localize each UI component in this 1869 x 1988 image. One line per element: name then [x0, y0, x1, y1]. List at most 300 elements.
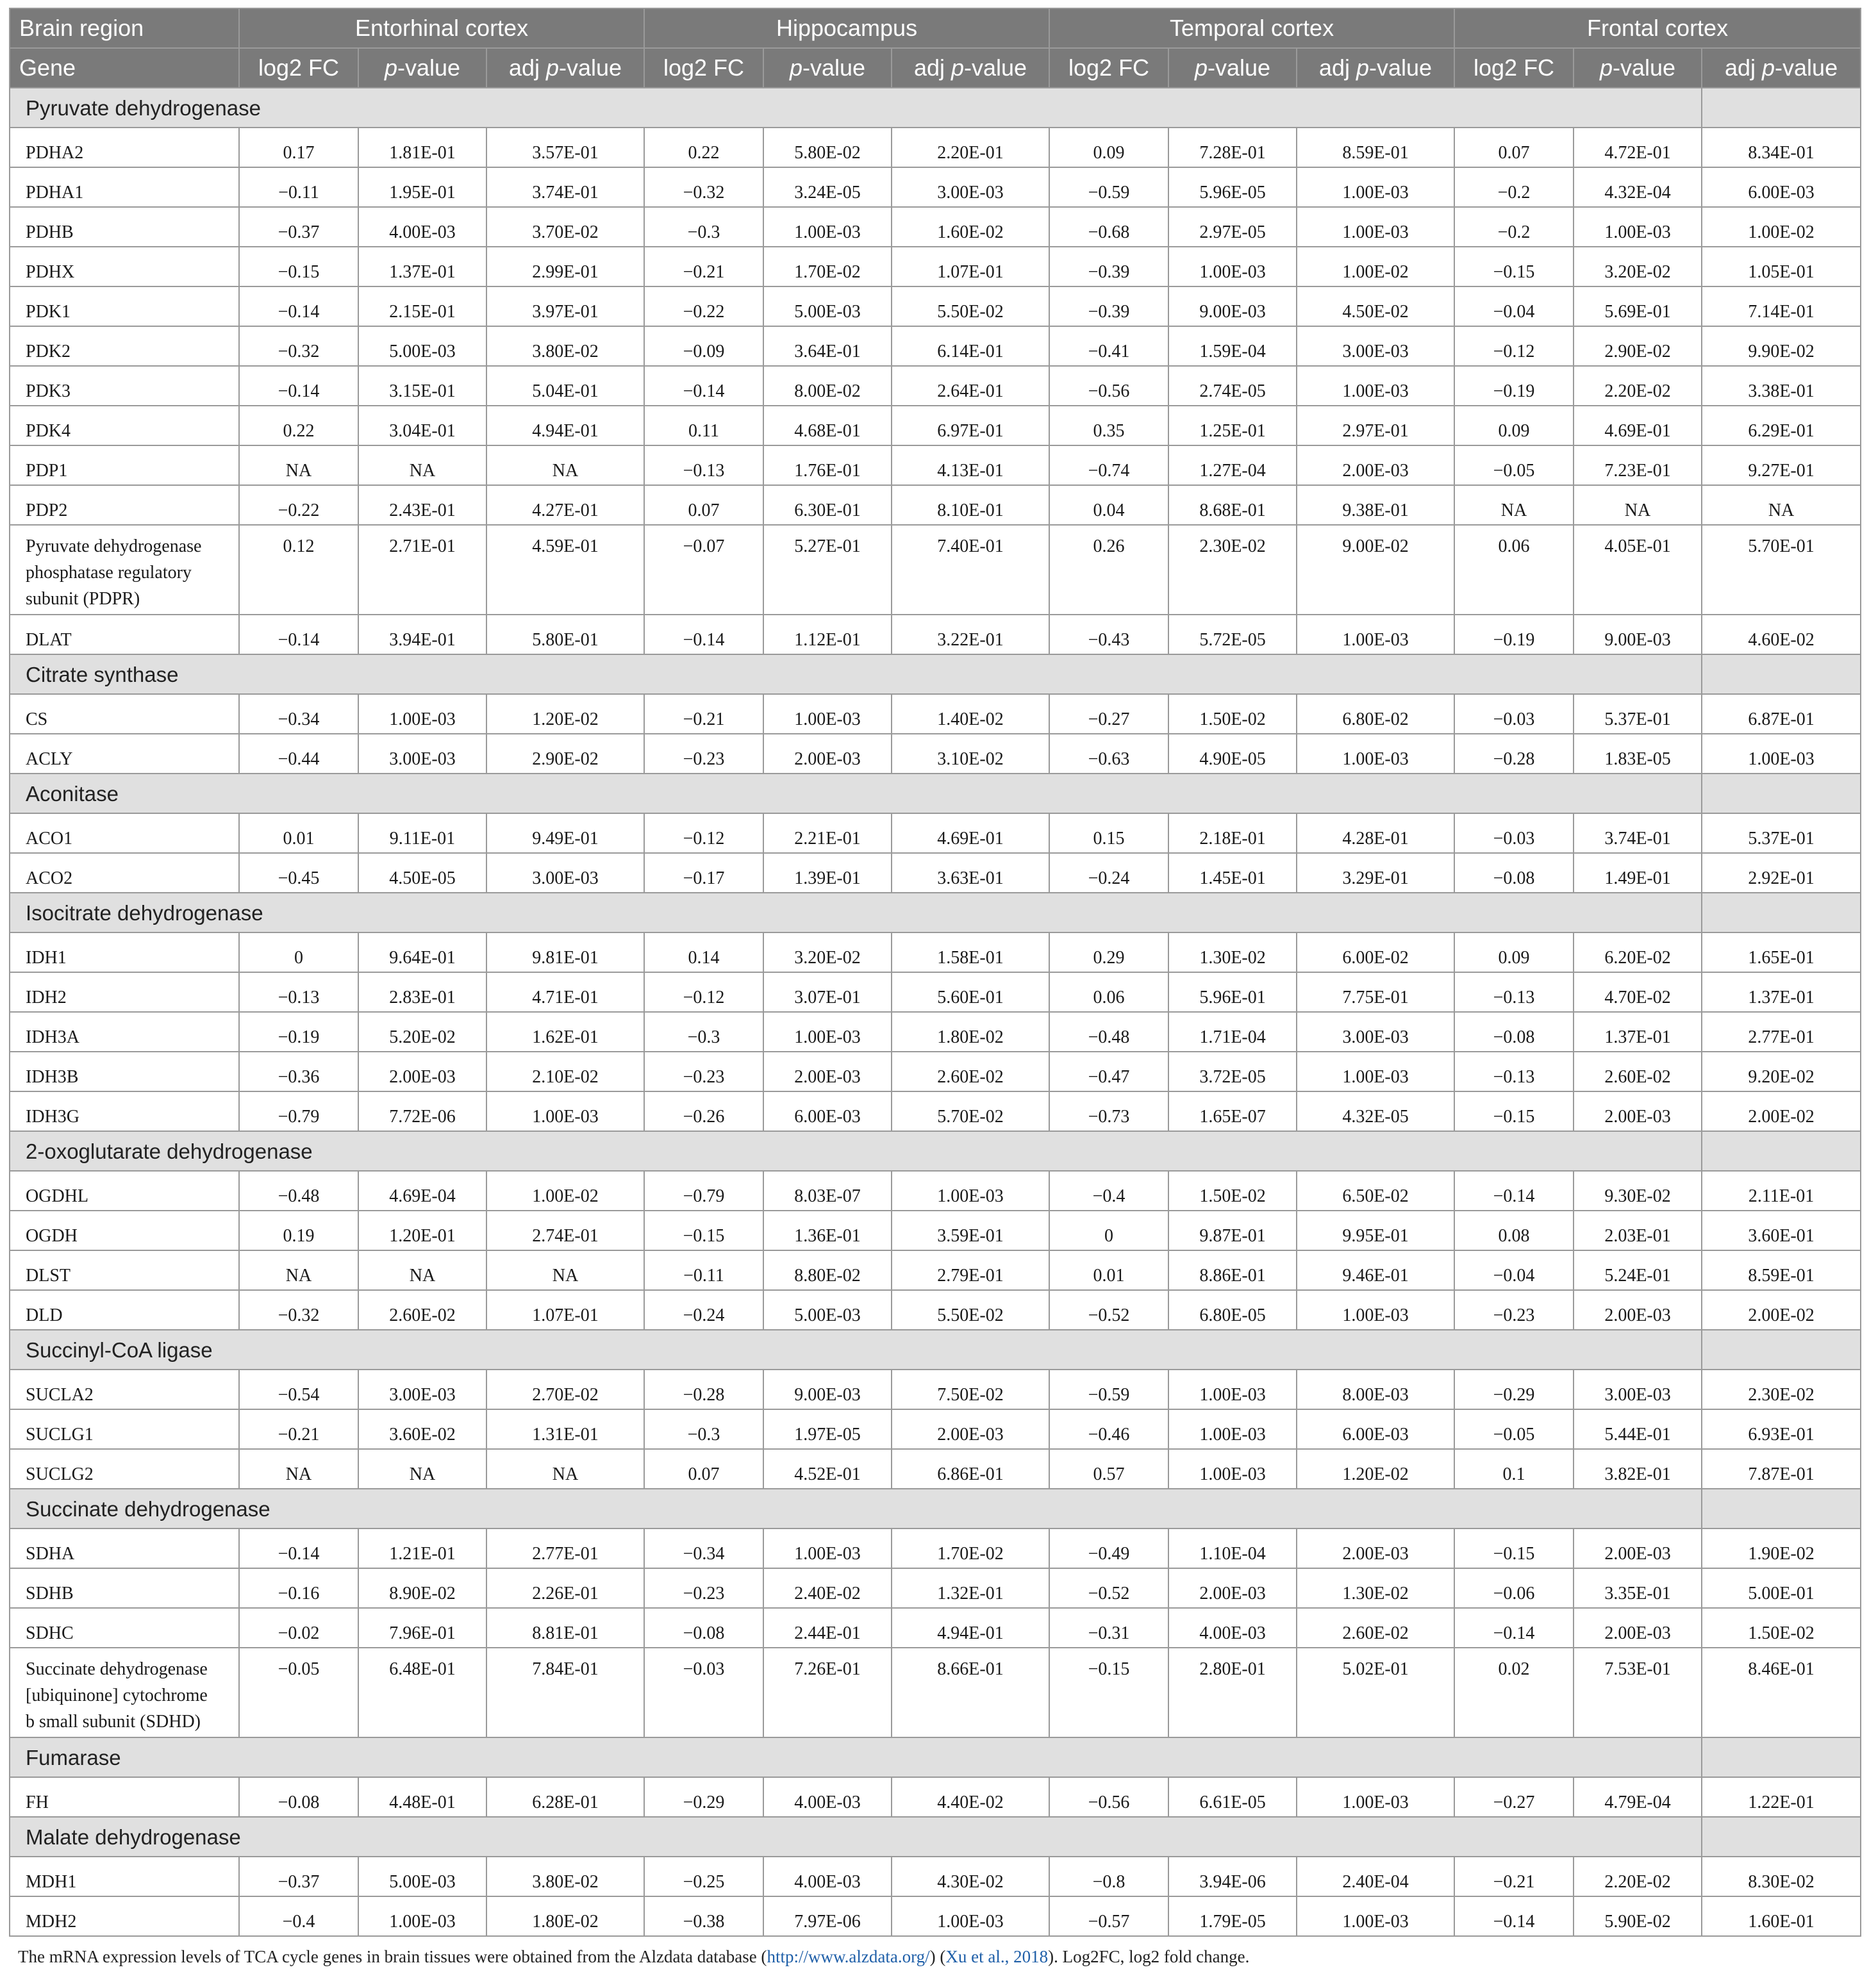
value-cell: 2.00E-03 [358, 1052, 486, 1091]
value-cell: 9.49E-01 [486, 813, 644, 853]
value-cell: 3.94E-01 [358, 615, 486, 654]
table-row [10, 694, 1861, 734]
value-cell: 6.00E-03 [1297, 1409, 1454, 1449]
table-row [10, 406, 1861, 445]
value-cell: 2.00E-02 [1702, 1091, 1861, 1131]
value-cell: 1.81E-01 [358, 128, 486, 167]
gene-cell: IDH3A [10, 1012, 239, 1052]
value-cell: NA [239, 1449, 358, 1489]
value-cell: 3.80E-02 [486, 326, 644, 366]
value-cell: 4.40E-02 [892, 1777, 1049, 1817]
value-cell: 0.14 [644, 932, 763, 972]
value-cell: 7.50E-02 [892, 1370, 1049, 1409]
value-cell: −0.2 [1454, 207, 1574, 247]
pvalue-column-header [1574, 48, 1702, 88]
value-cell: −0.4 [239, 1896, 358, 1936]
value-cell: 1.00E-03 [763, 1012, 892, 1052]
section-row [10, 774, 1861, 813]
value-cell: 3.57E-01 [486, 128, 644, 167]
value-cell: 3.97E-01 [486, 286, 644, 326]
value-cell: 1.00E-03 [1297, 207, 1454, 247]
gene-cell: ACLY [10, 734, 239, 774]
value-cell: 0.01 [239, 813, 358, 853]
value-cell: −0.08 [239, 1777, 358, 1817]
value-cell: 6.30E-01 [763, 485, 892, 525]
value-cell: 3.94E-06 [1168, 1857, 1297, 1896]
table-row [10, 1857, 1861, 1896]
value-cell: 5.90E-02 [1574, 1896, 1702, 1936]
table-row [10, 525, 1861, 615]
table-row [10, 1896, 1861, 1936]
value-cell: 1.83E-05 [1574, 734, 1702, 774]
value-cell: −0.49 [1049, 1528, 1168, 1568]
value-cell: −0.05 [239, 1648, 358, 1737]
value-cell: 1.70E-02 [763, 247, 892, 286]
value-cell: −0.22 [644, 286, 763, 326]
value-cell: 9.46E-01 [1297, 1250, 1454, 1290]
value-cell: −0.38 [644, 1896, 763, 1936]
value-cell: 4.13E-01 [892, 445, 1049, 485]
value-cell: NA [239, 1250, 358, 1290]
value-cell: 0.11 [644, 406, 763, 445]
value-cell: −0.34 [239, 694, 358, 734]
alzdata-link[interactable]: http://www.alzdata.org/ [767, 1947, 930, 1966]
value-cell: −0.44 [239, 734, 358, 774]
value-cell: 2.21E-01 [763, 813, 892, 853]
table-row [10, 1250, 1861, 1290]
section-row-end-cell [1702, 1131, 1861, 1171]
value-cell: 2.44E-01 [763, 1608, 892, 1648]
region-header-row [10, 8, 1861, 48]
value-cell: −0.74 [1049, 445, 1168, 485]
gene-cell: PDK3 [10, 366, 239, 406]
value-cell: 2.18E-01 [1168, 813, 1297, 853]
value-cell: 2.40E-02 [763, 1568, 892, 1608]
table-row [10, 485, 1861, 525]
value-cell: 2.92E-01 [1702, 853, 1861, 893]
value-cell: 1.80E-02 [486, 1896, 644, 1936]
value-cell: 2.83E-01 [358, 972, 486, 1012]
value-cell: 2.97E-01 [1297, 406, 1454, 445]
value-cell: 4.00E-03 [1168, 1608, 1297, 1648]
value-cell: −0.36 [239, 1052, 358, 1091]
value-cell: −0.68 [1049, 207, 1168, 247]
adj-pvalue-label-p: p [1762, 54, 1775, 81]
value-cell: 4.05E-01 [1574, 525, 1702, 615]
value-cell: 3.64E-01 [763, 326, 892, 366]
value-cell: 2.74E-01 [486, 1211, 644, 1250]
value-cell: −0.15 [1454, 247, 1574, 286]
value-cell: 2.60E-02 [1574, 1052, 1702, 1091]
value-cell: 2.77E-01 [486, 1528, 644, 1568]
value-cell: 4.00E-03 [763, 1857, 892, 1896]
table-container [9, 8, 1860, 1967]
value-cell: 7.96E-01 [358, 1608, 486, 1648]
value-cell: 4.50E-02 [1297, 286, 1454, 326]
value-cell: 3.10E-02 [892, 734, 1049, 774]
section-row [10, 1131, 1861, 1171]
value-cell: −0.14 [644, 615, 763, 654]
value-cell: −0.15 [1454, 1528, 1574, 1568]
value-cell: −0.3 [644, 207, 763, 247]
value-cell: 3.29E-01 [1297, 853, 1454, 893]
gene-name-line: Pyruvate dehydrogenase [26, 536, 202, 556]
section-title: Succinyl-CoA ligase [10, 1330, 1702, 1370]
value-cell: NA [486, 1250, 644, 1290]
value-cell: 4.60E-02 [1702, 615, 1861, 654]
value-cell: 6.86E-01 [892, 1449, 1049, 1489]
value-cell: −0.43 [1049, 615, 1168, 654]
value-cell: 7.40E-01 [892, 525, 1049, 615]
value-cell: 1.00E-03 [1297, 734, 1454, 774]
table-row [10, 1211, 1861, 1250]
value-cell: −0.14 [1454, 1896, 1574, 1936]
value-cell: 8.34E-01 [1702, 128, 1861, 167]
gene-cell: PDHX [10, 247, 239, 286]
value-cell: 5.70E-02 [892, 1091, 1049, 1131]
value-cell: −0.03 [1454, 694, 1574, 734]
value-cell: 0.09 [1049, 128, 1168, 167]
gene-cell: IDH3G [10, 1091, 239, 1131]
value-cell: 5.96E-01 [1168, 972, 1297, 1012]
value-cell: −0.23 [644, 734, 763, 774]
value-cell: 8.81E-01 [486, 1608, 644, 1648]
gene-cell: DLAT [10, 615, 239, 654]
value-cell: 8.80E-02 [763, 1250, 892, 1290]
value-cell: 4.79E-04 [1574, 1777, 1702, 1817]
value-cell: 4.72E-01 [1574, 128, 1702, 167]
value-cell: −0.41 [1049, 326, 1168, 366]
value-cell: −0.14 [644, 366, 763, 406]
value-cell: 0 [1049, 1211, 1168, 1250]
section-row-end-cell [1702, 1330, 1861, 1370]
value-cell: 5.37E-01 [1702, 813, 1861, 853]
value-cell: 0.06 [1049, 972, 1168, 1012]
value-cell: 0.09 [1454, 406, 1574, 445]
value-cell: −0.11 [644, 1250, 763, 1290]
section-title: Fumarase [10, 1737, 1702, 1777]
value-cell: −0.32 [239, 1290, 358, 1330]
value-cell: 7.72E-06 [358, 1091, 486, 1131]
value-cell: −0.19 [1454, 366, 1574, 406]
value-cell: −0.23 [1454, 1290, 1574, 1330]
value-cell: 6.93E-01 [1702, 1409, 1861, 1449]
value-cell: −0.45 [239, 853, 358, 893]
pvalue-label-suffix: -value [802, 54, 866, 81]
section-row [10, 88, 1861, 128]
gene-cell: PDP2 [10, 485, 239, 525]
adj-pvalue-label-suffix: -value [559, 54, 622, 81]
value-cell: −0.21 [239, 1409, 358, 1449]
value-cell: −0.73 [1049, 1091, 1168, 1131]
value-cell: 6.80E-02 [1297, 694, 1454, 734]
value-cell: 3.82E-01 [1574, 1449, 1702, 1489]
value-cell: −0.63 [1049, 734, 1168, 774]
value-cell: 1.60E-01 [1702, 1896, 1861, 1936]
adj-pvalue-label-p: p [951, 54, 965, 81]
value-cell: 2.79E-01 [892, 1250, 1049, 1290]
value-cell: 2.20E-02 [1574, 1857, 1702, 1896]
gene-cell: OGDHL [10, 1171, 239, 1211]
value-cell: 0.29 [1049, 932, 1168, 972]
table-caption [9, 1947, 1860, 1967]
adj-pvalue-label-suffix: -value [964, 54, 1027, 81]
value-cell: 4.50E-05 [358, 853, 486, 893]
value-cell: 3.15E-01 [358, 366, 486, 406]
value-cell: 0.07 [1454, 128, 1574, 167]
value-cell: −0.56 [1049, 1777, 1168, 1817]
value-cell: NA [486, 445, 644, 485]
table-row [10, 734, 1861, 774]
log2fc-label: log2 FC [258, 54, 340, 81]
value-cell: 5.72E-05 [1168, 615, 1297, 654]
value-cell: −0.79 [239, 1091, 358, 1131]
value-cell: −0.48 [239, 1171, 358, 1211]
adj-pvalue-label-prefix: adj [1724, 54, 1763, 81]
value-cell: −0.21 [644, 694, 763, 734]
value-cell: 1.00E-03 [1297, 615, 1454, 654]
value-cell: 0.04 [1049, 485, 1168, 525]
section-title: Pyruvate dehydrogenase [10, 88, 1702, 128]
value-cell: 2.00E-03 [1574, 1290, 1702, 1330]
value-cell: 4.69E-04 [358, 1171, 486, 1211]
log2fc-label: log2 FC [1068, 54, 1150, 81]
table-row [10, 1091, 1861, 1131]
pvalue-label-p: p [1194, 54, 1208, 81]
value-cell: −0.15 [1454, 1091, 1574, 1131]
value-cell: 0.22 [239, 406, 358, 445]
gene-name-line: Succinate dehydrogenase [26, 1659, 208, 1679]
value-cell: 1.37E-01 [1574, 1012, 1702, 1052]
value-cell: 9.00E-03 [1168, 286, 1297, 326]
value-cell: NA [486, 1449, 644, 1489]
gene-cell: PDP1 [10, 445, 239, 485]
value-cell: 1.71E-04 [1168, 1012, 1297, 1052]
value-cell: 1.00E-03 [763, 1528, 892, 1568]
citation-link[interactable]: Xu et al., 2018 [945, 1947, 1049, 1966]
table-row [10, 932, 1861, 972]
value-cell: 4.00E-03 [763, 1777, 892, 1817]
value-cell: 1.00E-02 [1297, 247, 1454, 286]
value-cell: −0.52 [1049, 1568, 1168, 1608]
value-cell: −0.8 [1049, 1857, 1168, 1896]
pvalue-label-suffix: -value [1613, 54, 1676, 81]
value-cell: −0.28 [644, 1370, 763, 1409]
table-row [10, 286, 1861, 326]
value-cell: −0.22 [239, 485, 358, 525]
value-cell: 4.94E-01 [892, 1608, 1049, 1648]
value-cell: 2.03E-01 [1574, 1211, 1702, 1250]
gene-cell: ACO2 [10, 853, 239, 893]
value-cell: −0.04 [1454, 1250, 1574, 1290]
value-cell: 2.30E-02 [1702, 1370, 1861, 1409]
value-cell: 2.64E-01 [892, 366, 1049, 406]
value-cell: 4.52E-01 [763, 1449, 892, 1489]
gene-cell: PDHA2 [10, 128, 239, 167]
value-cell: 1.00E-03 [1297, 1777, 1454, 1817]
gene-cell: OGDH [10, 1211, 239, 1250]
gene-cell: SDHB [10, 1568, 239, 1608]
region-header-hippocampus: Hippocampus [644, 8, 1049, 48]
value-cell: NA [1454, 485, 1574, 525]
value-cell: 1.21E-01 [358, 1528, 486, 1568]
value-cell: 6.48E-01 [358, 1648, 486, 1737]
brain-region-label: Brain region [10, 8, 239, 48]
value-cell: −0.05 [1454, 445, 1574, 485]
value-cell: 0.15 [1049, 813, 1168, 853]
value-cell: −0.11 [239, 167, 358, 207]
value-cell: 4.59E-01 [486, 525, 644, 615]
value-cell: −0.25 [644, 1857, 763, 1896]
table-row [10, 1608, 1861, 1648]
value-cell: −0.59 [1049, 1370, 1168, 1409]
table-row [10, 1777, 1861, 1817]
table-row [10, 128, 1861, 167]
value-cell: 6.00E-02 [1297, 932, 1454, 972]
log2fc-column-header [239, 48, 358, 88]
section-row-end-cell [1702, 1817, 1861, 1857]
value-cell: −0.15 [644, 1211, 763, 1250]
value-cell: 1.50E-02 [1702, 1608, 1861, 1648]
table-header [10, 8, 1861, 88]
value-cell: 3.35E-01 [1574, 1568, 1702, 1608]
adj-pvalue-column-header [486, 48, 644, 88]
value-cell: 2.00E-02 [1702, 1290, 1861, 1330]
table-row [10, 247, 1861, 286]
value-cell: 3.07E-01 [763, 972, 892, 1012]
adj-pvalue-label-prefix: adj [913, 54, 951, 81]
value-cell: 8.66E-01 [892, 1648, 1049, 1737]
value-cell: −0.52 [1049, 1290, 1168, 1330]
value-cell: −0.54 [239, 1370, 358, 1409]
gene-cell: DLST [10, 1250, 239, 1290]
value-cell: 3.24E-05 [763, 167, 892, 207]
section-title: Citrate synthase [10, 654, 1702, 694]
gene-cell: IDH3B [10, 1052, 239, 1091]
value-cell: −0.15 [239, 247, 358, 286]
value-cell: 6.80E-05 [1168, 1290, 1297, 1330]
table-row [10, 207, 1861, 247]
caption-text-start: The mRNA expression levels of TCA cycle genes in brain tissues were obtained from the Alzdata database ( [18, 1947, 767, 1966]
value-cell: −0.13 [239, 972, 358, 1012]
value-cell: −0.3 [644, 1409, 763, 1449]
value-cell: 2.26E-01 [486, 1568, 644, 1608]
value-cell: 3.59E-01 [892, 1211, 1049, 1250]
gene-cell: MDH1 [10, 1857, 239, 1896]
gene-cell [10, 1648, 239, 1737]
value-cell: −0.24 [1049, 853, 1168, 893]
value-cell: 3.00E-03 [1297, 326, 1454, 366]
value-cell: 5.96E-05 [1168, 167, 1297, 207]
value-cell: 9.90E-02 [1702, 326, 1861, 366]
value-cell: −0.29 [644, 1777, 763, 1817]
value-cell: −0.14 [239, 286, 358, 326]
value-cell: 5.27E-01 [763, 525, 892, 615]
value-cell: −0.08 [1454, 1012, 1574, 1052]
value-cell: 2.60E-02 [892, 1052, 1049, 1091]
value-cell: 1.30E-02 [1297, 1568, 1454, 1608]
value-cell: 1.79E-05 [1168, 1896, 1297, 1936]
value-cell: 2.11E-01 [1702, 1171, 1861, 1211]
value-cell: 1.00E-03 [358, 1896, 486, 1936]
value-cell: 7.75E-01 [1297, 972, 1454, 1012]
value-cell: 7.26E-01 [763, 1648, 892, 1737]
section-row-end-cell [1702, 654, 1861, 694]
table-row [10, 853, 1861, 893]
section-row-end-cell [1702, 774, 1861, 813]
value-cell: 8.46E-01 [1702, 1648, 1861, 1737]
log2fc-column-header [1049, 48, 1168, 88]
value-cell: 4.28E-01 [1297, 813, 1454, 853]
adj-pvalue-label-suffix: -value [1775, 54, 1838, 81]
value-cell: 0.07 [644, 485, 763, 525]
value-cell: 4.00E-03 [358, 207, 486, 247]
value-cell: −0.14 [239, 366, 358, 406]
value-cell: 3.63E-01 [892, 853, 1049, 893]
value-cell: NA [358, 1250, 486, 1290]
value-cell: NA [1574, 485, 1702, 525]
table-row [10, 1370, 1861, 1409]
table-row [10, 1012, 1861, 1052]
value-cell: 3.04E-01 [358, 406, 486, 445]
value-cell: 2.00E-03 [1297, 1528, 1454, 1568]
value-cell: −0.04 [1454, 286, 1574, 326]
value-cell: 5.00E-03 [358, 326, 486, 366]
value-cell: 1.31E-01 [486, 1409, 644, 1449]
value-cell: 0.08 [1454, 1211, 1574, 1250]
value-cell: 4.27E-01 [486, 485, 644, 525]
value-cell: −0.46 [1049, 1409, 1168, 1449]
pvalue-label-suffix: -value [397, 54, 461, 81]
value-cell: 3.60E-01 [1702, 1211, 1861, 1250]
table-row [10, 1528, 1861, 1568]
gene-cell: FH [10, 1777, 239, 1817]
value-cell: 1.65E-07 [1168, 1091, 1297, 1131]
value-cell: 2.43E-01 [358, 485, 486, 525]
value-cell: 0.07 [644, 1449, 763, 1489]
value-cell: 1.00E-03 [1297, 1896, 1454, 1936]
region-header-entorhinal: Entorhinal cortex [239, 8, 644, 48]
value-cell: 1.27E-04 [1168, 445, 1297, 485]
table-row [10, 1171, 1861, 1211]
table-row [10, 972, 1861, 1012]
value-cell: 9.00E-02 [1297, 525, 1454, 615]
value-cell: −0.37 [239, 207, 358, 247]
value-cell: 4.69E-01 [892, 813, 1049, 853]
value-cell: 1.00E-03 [486, 1091, 644, 1131]
value-cell: 2.60E-02 [1297, 1608, 1454, 1648]
table-row [10, 1052, 1861, 1091]
value-cell: 0.12 [239, 525, 358, 615]
value-cell: −0.32 [239, 326, 358, 366]
value-cell: 7.53E-01 [1574, 1648, 1702, 1737]
pvalue-label-p: p [789, 54, 802, 81]
value-cell: 1.37E-01 [358, 247, 486, 286]
value-cell: 9.00E-03 [763, 1370, 892, 1409]
gene-cell: PDK1 [10, 286, 239, 326]
value-cell: 2.30E-02 [1168, 525, 1297, 615]
value-cell: 0.09 [1454, 932, 1574, 972]
value-cell: −0.12 [644, 813, 763, 853]
value-cell: 9.20E-02 [1702, 1052, 1861, 1091]
value-cell: −0.14 [239, 615, 358, 654]
value-cell: 1.00E-03 [763, 694, 892, 734]
value-cell: 1.49E-01 [1574, 853, 1702, 893]
section-title: Succinate dehydrogenase [10, 1489, 1702, 1528]
value-cell: −0.17 [644, 853, 763, 893]
value-cell: 5.60E-01 [892, 972, 1049, 1012]
value-cell: 8.59E-01 [1702, 1250, 1861, 1290]
